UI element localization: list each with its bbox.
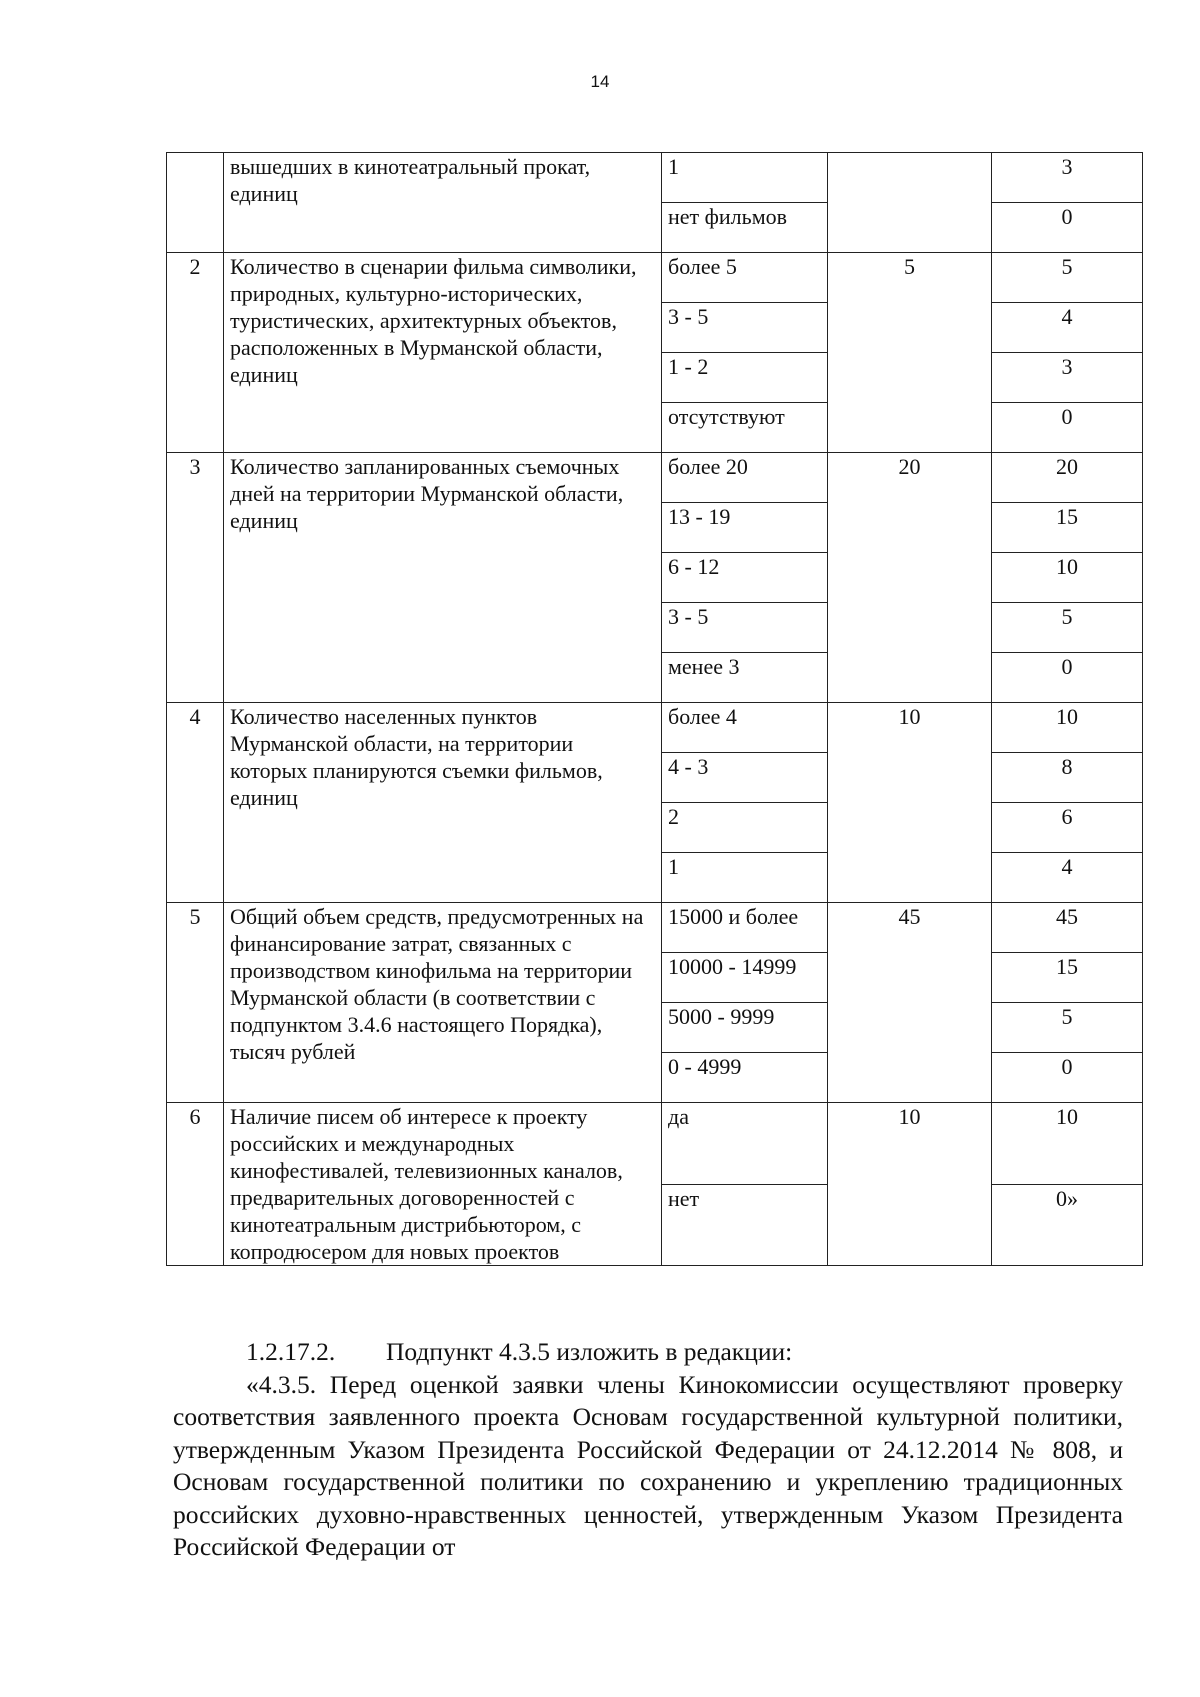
criterion-range: 5000 - 9999 [662, 1003, 828, 1053]
criterion-score: 0 [992, 203, 1143, 253]
paragraph-number: 1.2.17.2. [246, 1337, 336, 1366]
criterion-description: Общий объем средств, предусмотренных на финансирование затрат, связанных с производством кинофильма на территории Мурманской области (в соответствии с подпунктом 3.4.6 настоящего Порядка), тысяч рублей [224, 903, 662, 1103]
criterion-score: 4 [992, 303, 1143, 353]
criterion-range: 1 - 2 [662, 353, 828, 403]
criterion-max-score: 45 [828, 903, 992, 1103]
table-row [167, 703, 1143, 753]
criterion-score: 8 [992, 753, 1143, 803]
criterion-range: 1 [662, 153, 828, 203]
criterion-score: 0» [992, 1184, 1143, 1266]
criterion-max-score [828, 153, 992, 253]
criterion-score: 0 [992, 403, 1143, 453]
criterion-description: Наличие писем об интересе к проекту российских и международных кинофестивалей, телевизионных каналов, предварительных договоренностей с кинотеатральным дистрибьютором, с копродюсером для новых проектов [224, 1103, 662, 1266]
criterion-number: 2 [167, 253, 224, 453]
criterion-range: отсутствуют [662, 403, 828, 453]
criterion-score: 0 [992, 653, 1143, 703]
criterion-range: 4 - 3 [662, 753, 828, 803]
criterion-range: более 5 [662, 253, 828, 303]
criterion-range: менее 3 [662, 653, 828, 703]
criterion-range: нет фильмов [662, 203, 828, 253]
table-row [167, 153, 1143, 203]
criterion-score: 6 [992, 803, 1143, 853]
criterion-range: 3 - 5 [662, 603, 828, 653]
criterion-number: 6 [167, 1103, 224, 1266]
table-row [167, 1103, 1143, 1185]
criterion-range: да [662, 1103, 828, 1185]
criterion-range: 1 [662, 853, 828, 903]
amendment-text [173, 1336, 1123, 1564]
paragraph-body: «4.3.5. Перед оценкой заявки члены Кинокомиссии осуществляют проверку соответствия заявленного проекта Основам государственной культурной политики, утвержденным Указом Президента Российской Федерации от 24.12.2014 № 808, и Основам государственной политики по сохранению и укреплению традиционных российских духовно-нравственных ценностей, утвержденным Указом Президента Российской Федерации от [173, 1369, 1123, 1561]
criterion-number: 3 [167, 453, 224, 703]
criterion-score: 4 [992, 853, 1143, 903]
criterion-range: более 20 [662, 453, 828, 503]
criterion-max-score: 5 [828, 253, 992, 453]
criterion-score: 5 [992, 253, 1143, 303]
criterion-score: 20 [992, 453, 1143, 503]
criterion-score: 0 [992, 1053, 1143, 1103]
criterion-description: Количество населенных пунктов Мурманской области, на территории которых планируются съемки фильмов, единиц [224, 703, 662, 903]
criterion-score: 45 [992, 903, 1143, 953]
criterion-range: 15000 и более [662, 903, 828, 953]
criteria-table-body [167, 153, 1143, 1266]
criterion-range: 2 [662, 803, 828, 853]
criterion-number: 4 [167, 703, 224, 903]
criterion-score: 15 [992, 503, 1143, 553]
criterion-score: 5 [992, 1003, 1143, 1053]
criterion-number: 5 [167, 903, 224, 1103]
criterion-score: 10 [992, 703, 1143, 753]
table-row [167, 903, 1143, 953]
criterion-number [167, 153, 224, 253]
criterion-range: 10000 - 14999 [662, 953, 828, 1003]
criterion-max-score: 10 [828, 703, 992, 903]
criteria-table [166, 152, 1143, 1266]
page-number: 14 [590, 72, 610, 91]
criterion-range: нет [662, 1184, 828, 1266]
criterion-description: Количество в сценарии фильма символики, природных, культурно-исторических, туристических, архитектурных объектов, расположенных в Мурманской области, единиц [224, 253, 662, 453]
criterion-max-score: 10 [828, 1103, 992, 1266]
criterion-range: 13 - 19 [662, 503, 828, 553]
paragraph-heading-text: Подпункт 4.3.5 изложить в редакции: [386, 1337, 793, 1366]
criterion-range: 6 - 12 [662, 553, 828, 603]
paragraph-heading [173, 1336, 1123, 1369]
table-row [167, 453, 1143, 503]
criterion-max-score: 20 [828, 453, 992, 703]
criterion-score: 10 [992, 553, 1143, 603]
table-row [167, 253, 1143, 303]
criterion-score: 5 [992, 603, 1143, 653]
criterion-score: 15 [992, 953, 1143, 1003]
criterion-score: 3 [992, 153, 1143, 203]
criterion-description: вышедших в кинотеатральный прокат, единиц [224, 153, 662, 253]
criterion-description: Количество запланированных съемочных дней на территории Мурманской области, единиц [224, 453, 662, 703]
criterion-range: 0 - 4999 [662, 1053, 828, 1103]
criterion-score: 3 [992, 353, 1143, 403]
criterion-score: 10 [992, 1103, 1143, 1185]
criterion-range: более 4 [662, 703, 828, 753]
criterion-range: 3 - 5 [662, 303, 828, 353]
